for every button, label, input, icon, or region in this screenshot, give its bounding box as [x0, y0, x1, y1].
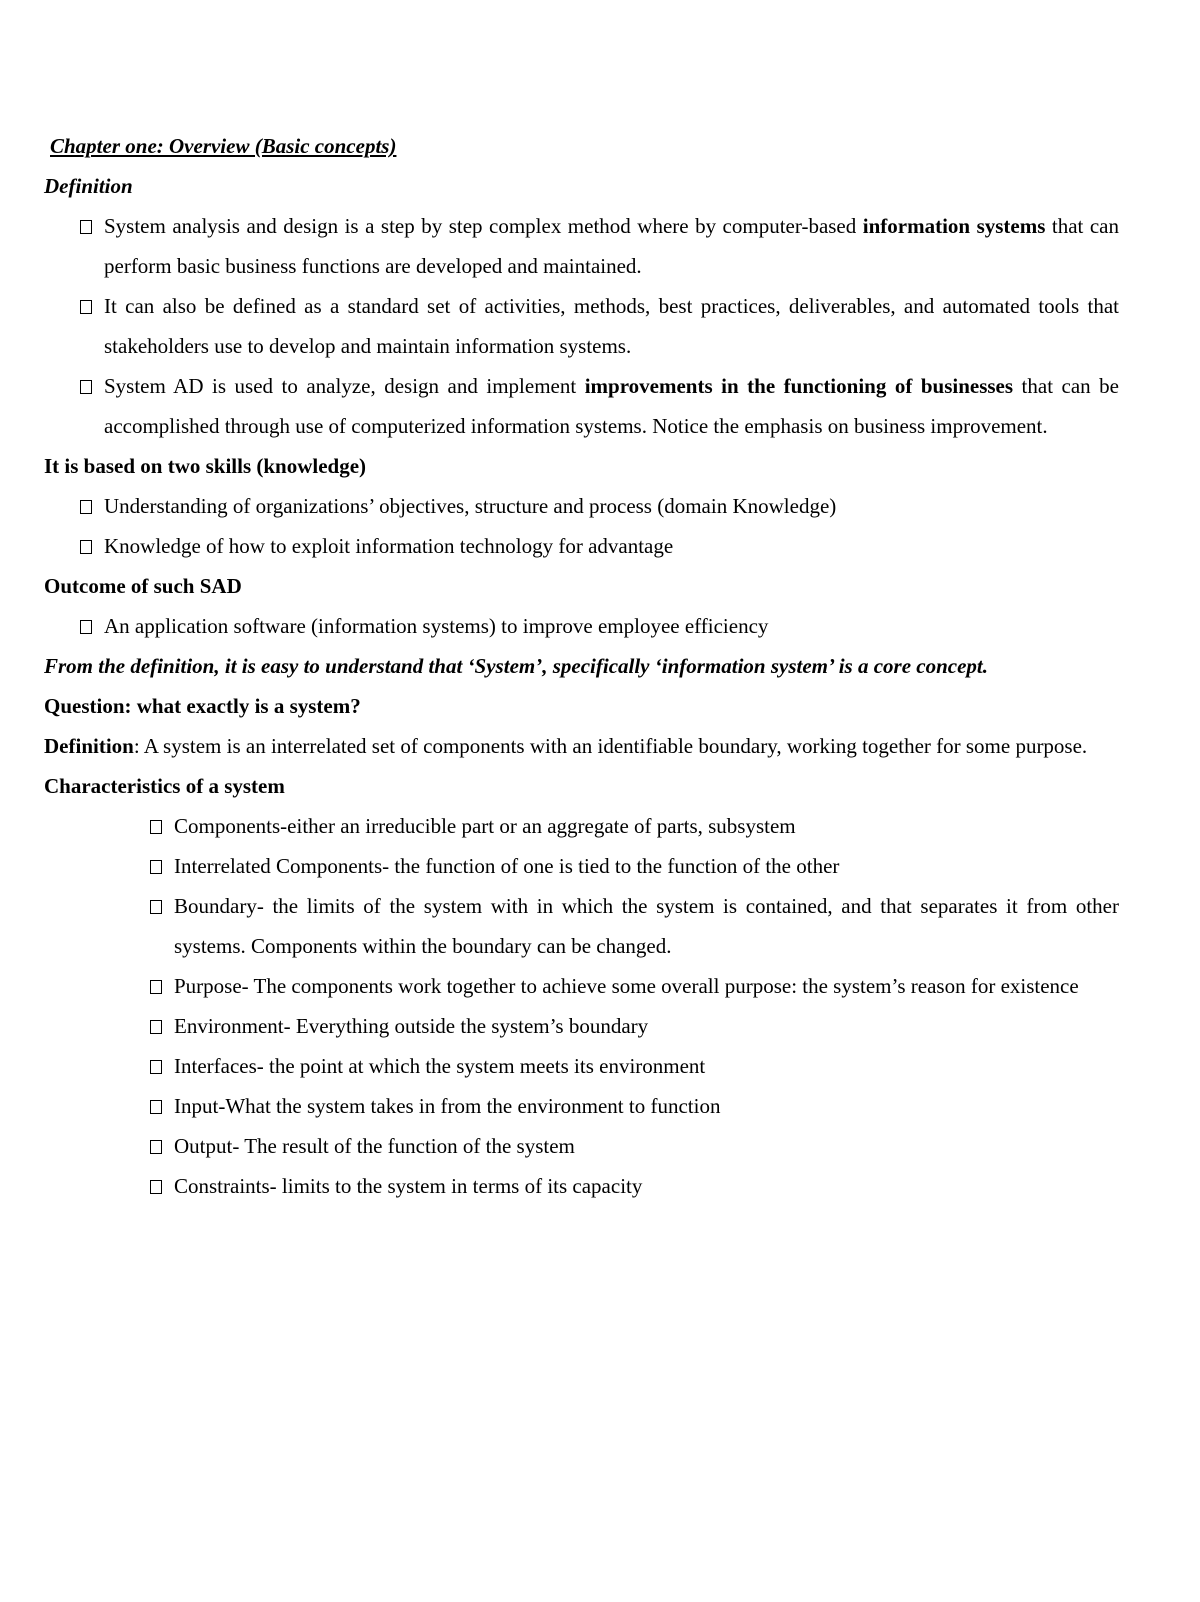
skill-item-text: Understanding of organizations’ objectives, structure and process (domain Knowledge)	[104, 494, 837, 518]
definition-bullet-1-post: that can perform basic business functions are developed and maintained.	[104, 214, 1119, 278]
bullet-box-icon	[150, 820, 162, 834]
definition-bullet-3-text	[104, 366, 1119, 446]
definition-bullet-1-pre: System analysis and design is a step by step complex method where by computer-based	[104, 214, 863, 238]
skills-heading: It is based on two skills (knowledge)	[44, 454, 367, 478]
characteristic-item	[150, 1006, 1119, 1046]
definition-heading: Definition	[44, 174, 133, 198]
system-definition-text: : A system is an interrelated set of components with an identifiable boundary, working together for some purpose.	[133, 734, 1088, 758]
characteristic-item-text: Purpose- The components work together to achieve some overall purpose: the system’s reason for existence	[174, 974, 1079, 998]
characteristic-item-text: Environment- Everything outside the system’s boundary	[174, 1014, 649, 1038]
bullet-box-icon	[80, 300, 92, 314]
characteristic-item-text: Output- The result of the function of the system	[174, 1134, 575, 1158]
characteristics-heading: Characteristics of a system	[44, 774, 285, 798]
system-definition-paragraph	[44, 726, 1119, 766]
definition-bullet-1	[80, 206, 1119, 286]
bullet-box-icon	[150, 1100, 162, 1114]
definition-bullet-3-post: that can be accomplished through use of computerized information systems. Notice the emphasis on business improvement.	[104, 374, 1120, 438]
definition-bullet-1-text	[104, 206, 1119, 286]
characteristic-item-text: Interrelated Components- the function of one is tied to the function of the other	[174, 854, 840, 878]
definition-bullet-3	[80, 366, 1119, 446]
skill-item	[80, 486, 1119, 526]
characteristic-item	[150, 886, 1119, 966]
system-definition-label: Definition	[44, 734, 134, 758]
characteristic-item-text: Boundary- the limits of the system with in which the system is contained, and that separates it from other systems. Components within the boundary can be changed.	[174, 894, 1119, 958]
bullet-box-icon	[80, 500, 92, 514]
characteristic-item	[150, 1166, 1119, 1206]
document-page	[44, 126, 1119, 1206]
characteristic-item	[150, 846, 1119, 886]
bullet-box-icon	[80, 380, 92, 394]
definition-bullet-3-bold: improvements in the functioning of businesses	[584, 374, 1014, 398]
bullet-box-icon	[80, 220, 92, 234]
outcome-item	[80, 606, 1119, 646]
outcome-item-text: An application software (information systems) to improve employee efficiency	[104, 614, 769, 638]
definition-bullet-2	[80, 286, 1119, 366]
bullet-box-icon	[150, 1180, 162, 1194]
definition-bullet-1-bold: information systems	[862, 214, 1046, 238]
bullet-box-icon	[80, 540, 92, 554]
definition-bullet-2-text: It can also be defined as a standard set of activities, methods, best practices, deliverables, and automated tools that stakeholders use to develop and maintain information systems.	[104, 294, 1119, 358]
characteristic-item	[150, 1046, 1119, 1086]
bullet-box-icon	[150, 1020, 162, 1034]
characteristic-item	[150, 1086, 1119, 1126]
outcome-heading: Outcome of such SAD	[44, 574, 242, 598]
skill-item-text: Knowledge of how to exploit information technology for advantage	[104, 534, 674, 558]
characteristic-item	[150, 1126, 1119, 1166]
emphasis-paragraph: From the definition, it is easy to understand that ‘System’, specifically ‘information system’ is a core concept.	[44, 654, 988, 678]
chapter-title: Chapter one: Overview (Basic concepts)	[50, 134, 397, 158]
characteristic-item-text: Constraints- limits to the system in terms of its capacity	[174, 1174, 643, 1198]
question-heading: Question: what exactly is a system?	[44, 694, 361, 718]
bullet-box-icon	[150, 1060, 162, 1074]
bullet-box-icon	[150, 860, 162, 874]
definition-bullet-3-pre: System AD is used to analyze, design and implement	[104, 374, 585, 398]
characteristic-item	[150, 806, 1119, 846]
bullet-box-icon	[150, 900, 162, 914]
bullet-box-icon	[150, 980, 162, 994]
bullet-box-icon	[150, 1140, 162, 1154]
characteristic-item-text: Components-either an irreducible part or an aggregate of parts, subsystem	[174, 814, 796, 838]
characteristic-item-text: Interfaces- the point at which the system meets its environment	[174, 1054, 706, 1078]
skill-item	[80, 526, 1119, 566]
characteristic-item-text: Input-What the system takes in from the environment to function	[174, 1094, 721, 1118]
characteristic-item	[150, 966, 1119, 1006]
bullet-box-icon	[80, 620, 92, 634]
